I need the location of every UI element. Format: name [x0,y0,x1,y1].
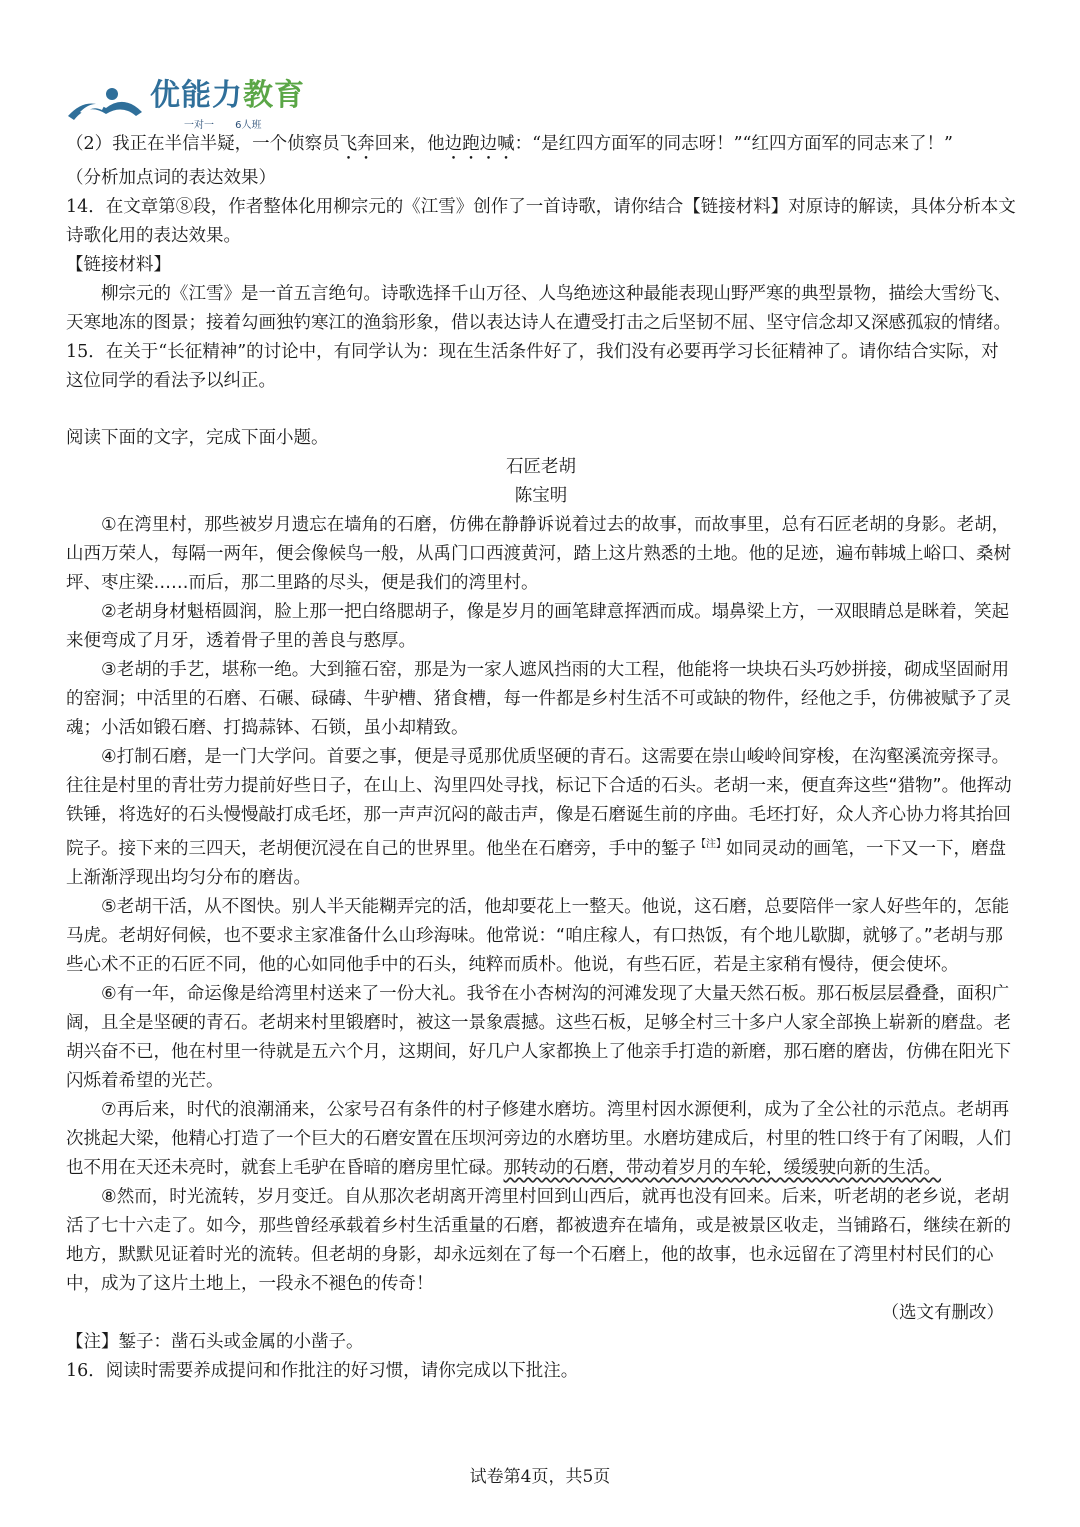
source-note: （选文有删改） [881,1302,1004,1323]
paragraph-8: ⑧然而，时光流转，岁月变迁。自从那次老胡离开湾里村回到山西后，就再也没有回来。后来，听老胡的老乡说，老胡活了七十六走了。如今，那些曾经承载着乡村生活重量的石磨，都被遗弃在墙角，或是被景区收走，当铺路石，继续在新的地方，默默见证着时光的流转。但老胡的身影，却永远刻在了每一个石磨上，他的故事，也永远留在了湾里村村民们的心中，成为了这片土地上，一段永不褪色的传奇！ [66,1186,1011,1294]
link-material-text: 柳宗元的《江雪》是一首五言绝句。诗歌选择千山万径、人鸟绝迹这种最能表现山野严寒的典型景物，描绘大雪纷飞、天寒地冻的图景；接着勾画独钓寒江的渔翁形象，借以表达诗人在遭受打击之后坚韧不屈、坚守信念却又深感孤寂的情绪。 [66,284,1011,333]
paragraph-7-text: ⑦再后来，时代的浪潮涌来，公家号召有条件的村子修建水磨坊。湾里村因水源便利，成为了全公社的示范点。老胡再次挑起大梁，他精心打造了一个巨大的石磨安置在压坝河旁边的水磨坊里。水磨坊建成后，村里的牲口终于有了闲暇，人们也不用在天还未亮时，就套上毛驴在昏暗的磨房里忙碌。 [66,1099,1011,1178]
footnote: 【注】錾子：凿石头或金属的小凿子。 [66,1331,364,1352]
q13-2-text-pre: （2）我正在半信半疑，一个侦察员 [66,134,340,154]
brand-accent: 教育 [243,78,305,113]
brand-main: 优能力 [150,78,243,113]
page-footer: 试卷第4页，共5页 [469,1467,611,1487]
q13-2-text-post: ：“是红四方面军的同志呀！”“红四方面军的同志来了！” [514,134,953,154]
reading-intro: 阅读下面的文字，完成下面小题。 [66,428,329,448]
question-16: 16．阅读时需要养成提问和作批注的好习惯，请你完成以下批注。 [66,1360,579,1381]
article-title: 石匠老胡 [506,457,576,477]
article-author: 陈宝明 [514,486,568,506]
book-logo-icon [66,86,144,122]
paragraph-4-text-b: 如同灵动的画笔，一下又一下，磨盘上渐渐浮现出均匀分布的磨齿。 [66,838,1006,888]
paragraph-2: ②老胡身材魁梧圆润，脸上那一把白络腮胡子，像是岁月的画笔肆意挥洒而成。塌鼻梁上方，一双眼睛总是眯着，笑起来便弯成了月牙，透着骨子里的善良与憨厚。 [66,602,1010,651]
link-material-title: 【链接材料】 [66,255,171,275]
dotted-word-2: 边跑边喊 [444,134,515,154]
paragraph-4-text-a: ④打制石磨，是一门大学问。首要之事，便是寻觅那优质坚硬的青石。这需要在崇山峻岭间穿梭，在沟壑溪流旁探寻。往往是村里的青壮劳力提前好些日子，在山上、沟里四处寻找，标记下合适的石头。老胡一来，便直奔这些“猎物”。他挥动铁锤，将选好的石头慢慢敲打成毛坯，那一声声沉闷的敲击声，像是石磨诞生前的序曲。毛坯打好，众人齐心协力将其抬回院子。接下来的三四天，老胡便沉浸在自己的世界里。他坐在石磨旁，手中的錾子 [66,747,1012,859]
question-14: 14．在文章第⑧段，作者整体化用柳宗元的《江雪》创作了一首诗歌，请你结合【链接材料】对原诗的解读，具体分析本文诗歌化用的表达效果。 [66,197,1016,246]
paragraph-6: ⑥有一年，命运像是给湾里村送来了一份大礼。我爷在小杏树沟的河滩发现了大量天然石板。那石板层层叠叠，面积广阔，且全是坚硬的青石。老胡来村里锻磨时，被这一景象震撼。这些石板，足够全村三十多户人家全部换上崭新的磨盘。老胡兴奋不已，他在村里一待就是五六个月，这期间，好几户人家都换上了他亲手打造的新磨，那石磨的磨齿，仿佛在阳光下闪烁着希望的光芒。 [66,983,1011,1091]
dotted-word-1: 飞奔 [339,134,375,154]
page-content [66,130,1016,1386]
brand-logo [66,78,326,131]
question-15: 15．在关于“长征精神”的讨论中，有同学认为：现在生活条件好了，我们没有必要再学习长征精神了。请你结合实际，对这位同学的看法予以纠正。 [66,342,999,391]
wavy-underlined-sentence: 那转动的石磨，带动着岁月的车轮，缓缓驶向新的生活。 [503,1157,941,1178]
q13-2-text-mid: 回来，他 [374,134,445,154]
paragraph-4 [66,743,1016,893]
paragraph-1: ①在湾里村，那些被岁月遗忘在墙角的石磨，仿佛在静静诉说着过去的故事，而故事里，总有石匠老胡的身影。老胡，山西万荣人，每隔一两年，便会像候鸟一般，从禹门口西渡黄河，踏上这片熟悉的土地。他的足迹，遍布韩城上峪口、桑树坪、枣庄梁……而后，那二里路的尽头，便是我们的湾里村。 [66,515,1011,593]
paragraph-7 [66,1096,1016,1183]
brand-name [150,78,305,114]
question-13-2-hint: （分析加点词的表达效果） [66,168,276,188]
question-13-2 [66,130,1016,164]
footnote-marker: 【注】 [696,839,726,850]
paragraph-3: ③老胡的手艺，堪称一绝。大到箍石窑，那是为一家人遮风挡雨的大工程，他能将一块块石头巧妙拼接，砌成坚固耐用的窑洞；中活里的石磨、石碾、碌碡、牛驴槽、猪食槽，每一件都是乡村生活不可或缺的物件，经他之手，仿佛被赋予了灵魂；小活如锻石磨、打捣蒜钵、石锁，虽小却精致。 [66,660,1011,738]
paragraph-5: ⑤老胡干活，从不图快。别人半天能糊弄完的活，他却要花上一整天。他说，这石磨，总要陪伴一家人好些年的，怎能马虎。老胡好伺候，也不要求主家准备什么山珍海味。他常说：“咱庄稼人，有口热饭，有个地儿歇脚，就够了。”老胡与那些心术不正的石匠不同，他的心如同他手中的石头，纯粹而质朴。他说，有些石匠，若是主家稍有慢待，便会使坏。 [66,896,1010,975]
brand-subtitle: 一对一 6人班 [184,120,262,131]
